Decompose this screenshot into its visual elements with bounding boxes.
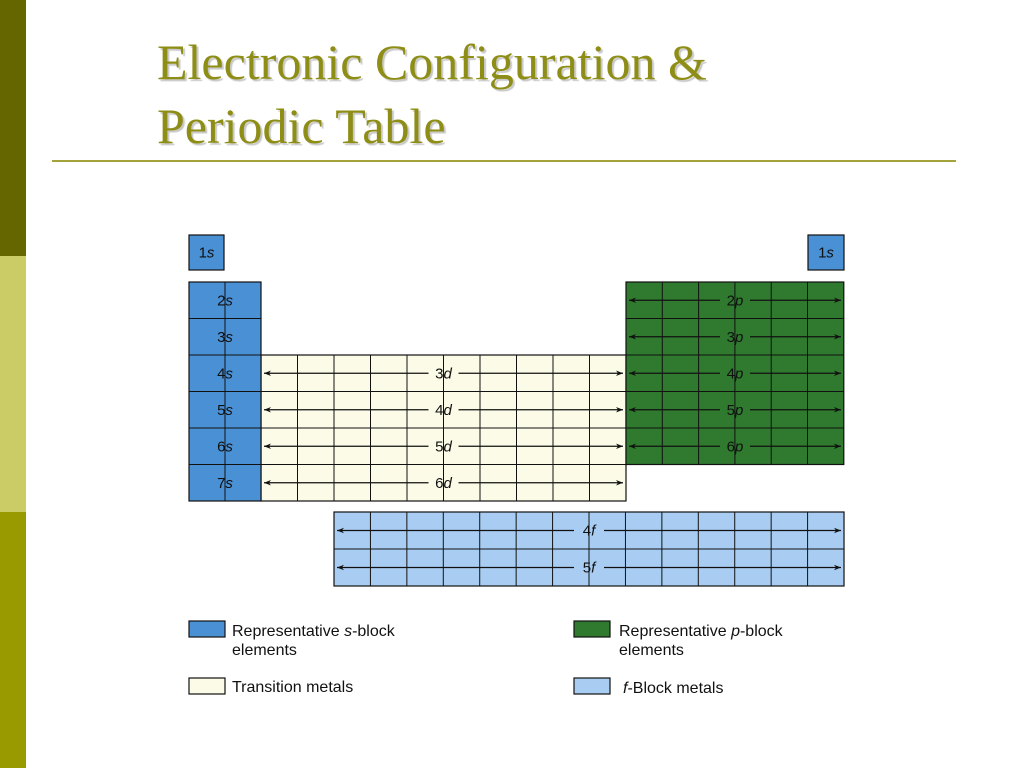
- legend: [189, 621, 784, 697]
- f-block-row-5-label: 5f: [582, 559, 596, 577]
- p-block-row-2-label: 2p: [726, 292, 744, 310]
- s-block-label-4: 4s: [217, 365, 233, 383]
- slide-title-line-2: Periodic Table: [157, 98, 446, 154]
- legend-p-block-line-2: elements: [619, 642, 684, 659]
- s-block-label-5: 5s: [217, 401, 233, 419]
- legend-transition-metals: Transition metals: [232, 679, 354, 696]
- p-block-swatch: [574, 621, 610, 637]
- s-block: [189, 282, 261, 501]
- f-block-swatch: [574, 678, 610, 694]
- slide-title-line-1: Electronic Configuration &: [157, 34, 707, 90]
- s-block-label-1s-right: 1s: [818, 244, 834, 262]
- legend-p-block-line-1: Representative p-block: [619, 623, 783, 640]
- legend-s-block-line-2: elements: [232, 642, 297, 659]
- d-block-row-5-label: 5d: [435, 438, 452, 456]
- table-blocks: [189, 235, 844, 586]
- s-block-label-7: 7s: [217, 474, 233, 492]
- p-block-row-6-label: 6p: [726, 438, 744, 456]
- transition-swatch: [189, 678, 225, 694]
- s-block-swatch: [189, 621, 225, 637]
- s-block-label-3: 3s: [217, 328, 233, 346]
- p-block-row-3-label: 3p: [726, 328, 744, 346]
- d-block-row-6-label: 6d: [435, 474, 452, 492]
- p-block-row-5-label: 5p: [726, 401, 744, 419]
- f-block-row-4-label: 4f: [582, 522, 596, 540]
- s-block-label-2: 2s: [217, 292, 233, 310]
- legend-f-block-metals: f-Block metals: [623, 680, 724, 697]
- p-block-row-4-label: 4p: [726, 365, 744, 383]
- d-block-row-3-label: 3d: [435, 365, 452, 383]
- legend-s-block-line-1: Representative s-block: [232, 623, 395, 640]
- s-block-label-6: 6s: [217, 438, 233, 456]
- d-block-row-4-label: 4d: [435, 401, 452, 419]
- s-block-label-1s-left: 1s: [198, 244, 215, 262]
